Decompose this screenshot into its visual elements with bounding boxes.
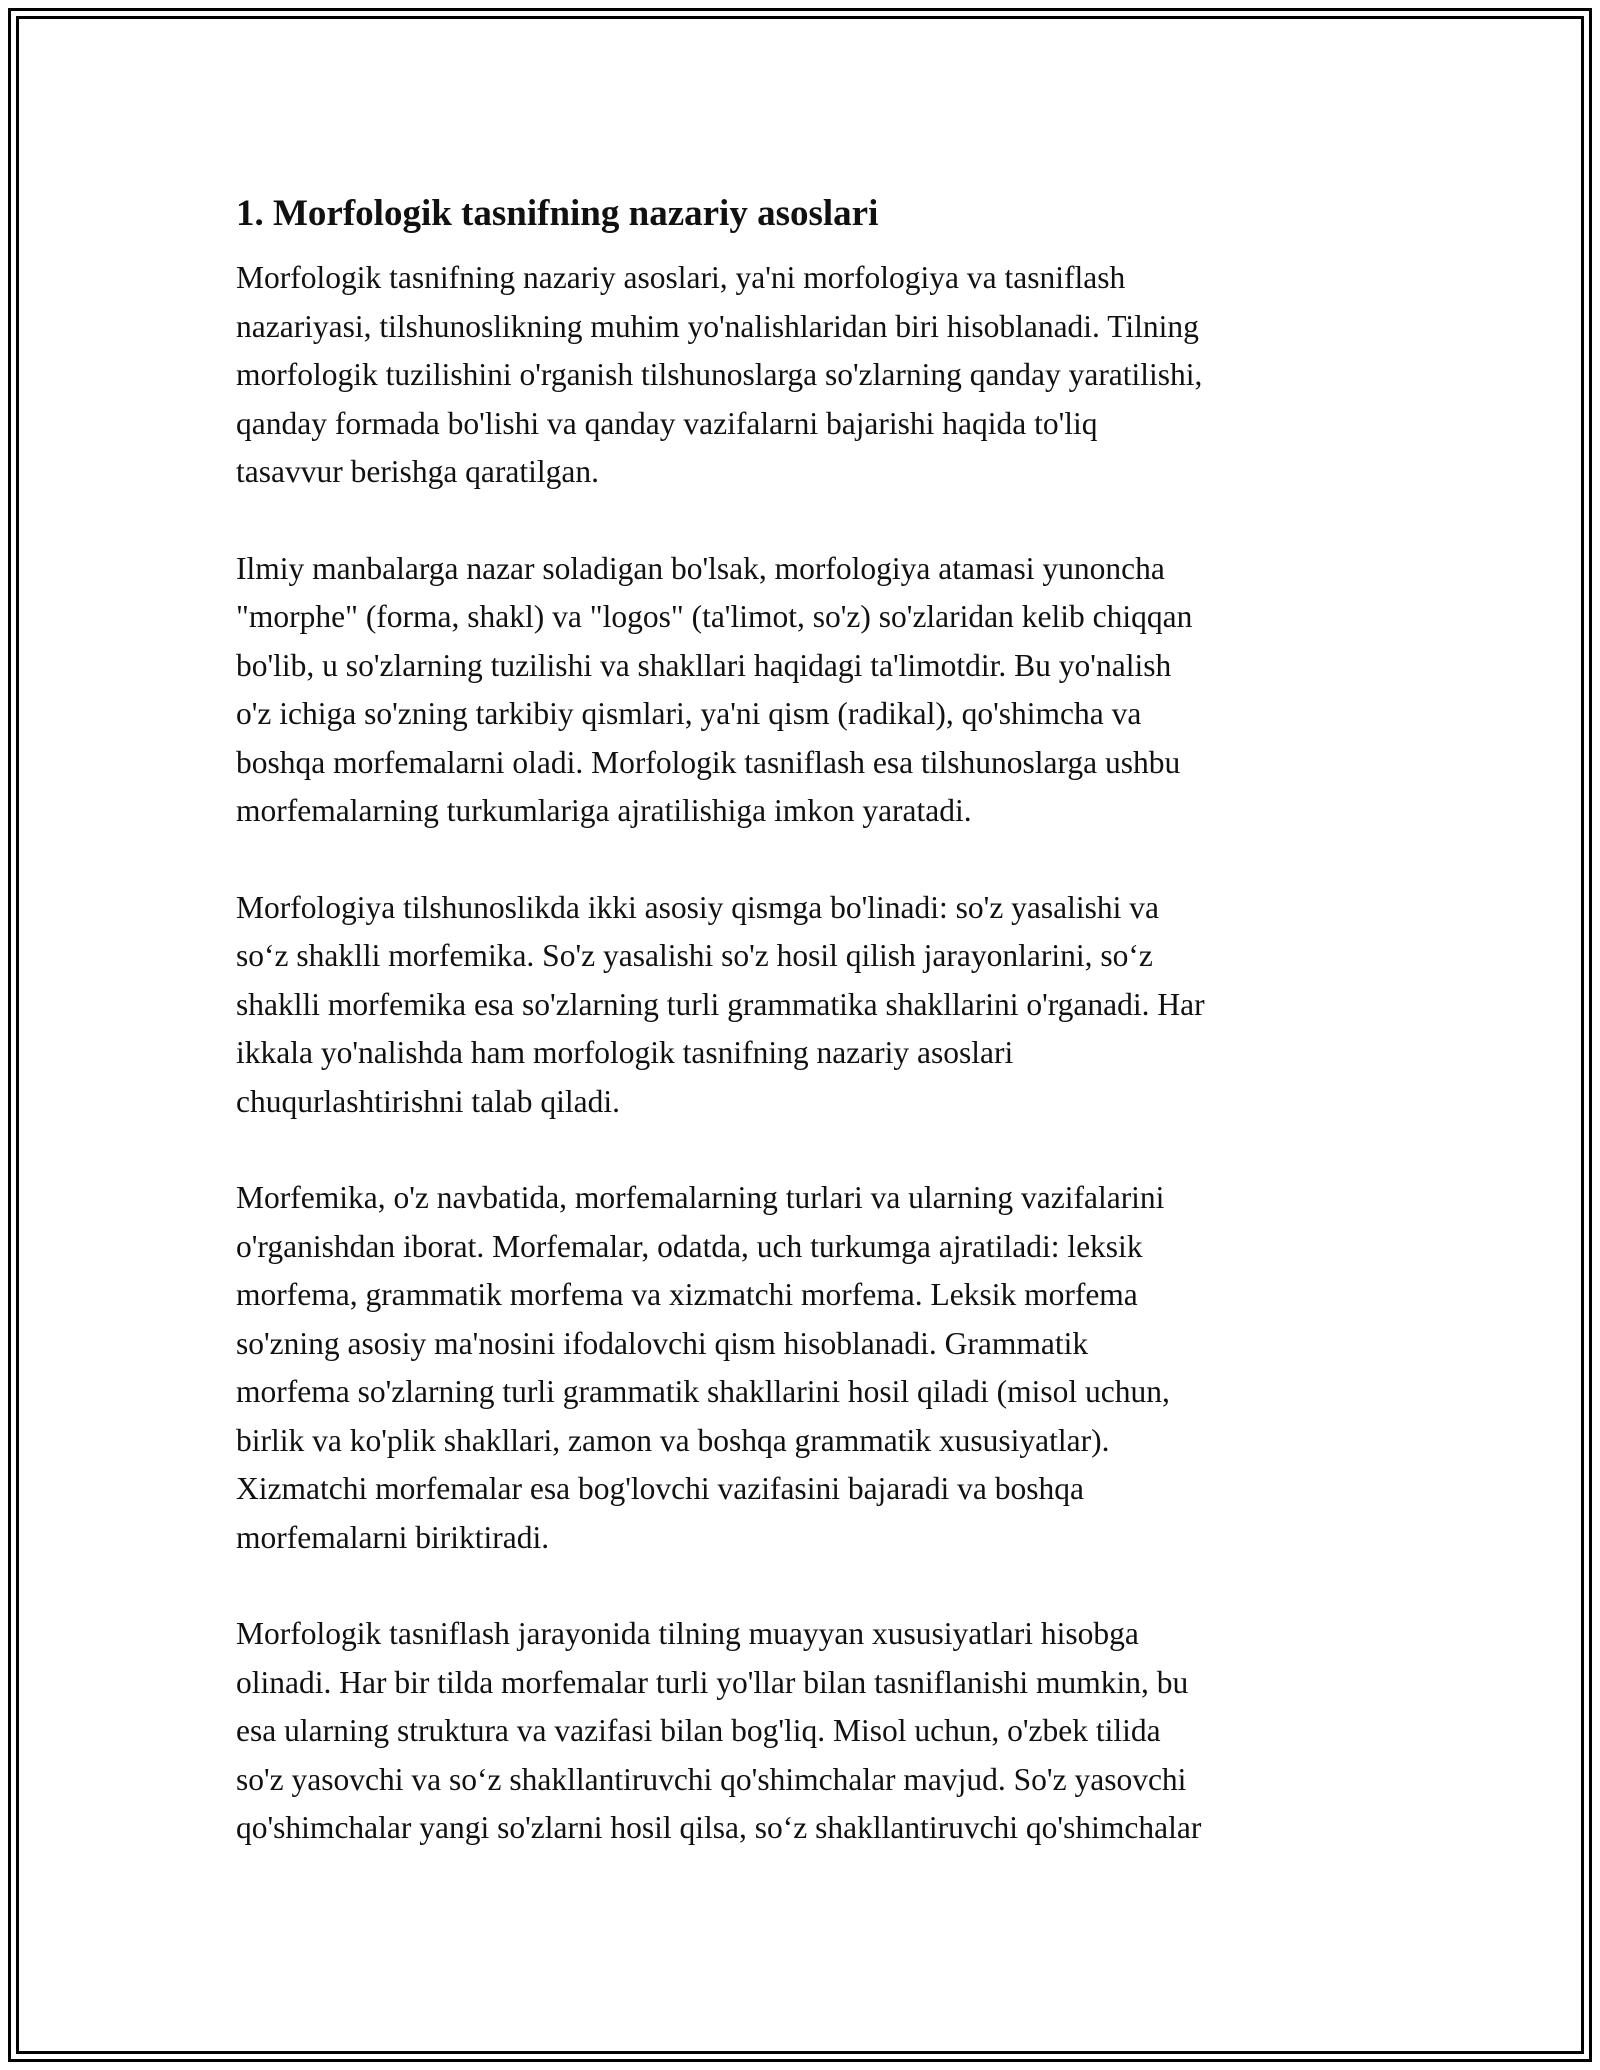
paragraph-3: Morfologiya tilshunoslikda ikki asosiy qismga bo'linadi: so'z yasalishi va so‘z shaklli morfemika. So'z yasalishi so'z hosil qilish jarayonlarini, so‘z shaklli morfemika esa so'zlarning turli grammatika shakllarini o'rganadi. Har ikkala yo'nalishda ham morfologik tasnifning nazariy asoslari chuqurlashtirishni talab qiladi. — [236, 889, 1205, 1119]
document-body — [236, 186, 1386, 1901]
paragraph-2: Ilmiy manbalarga nazar soladigan bo'lsak, morfologiya atamasi yunoncha "morphe" (forma, shakl) va "logos" (ta'limot, so'z) so'zlaridan kelib chiqqan bo'lib, u so'zlarning tuzilishi va shakllari haqidagi ta'limotdir. Bu yo'nalish o'z ichiga so'zning tarkibiy qismlari, ya'ni qism (radikal), qo'shimcha va boshqa morfemalarni oladi. Morfologik tasniflash esa tilshunoslarga ushbu morfemalarning turkumlariga ajratilishiga imkon yaratadi. — [236, 550, 1193, 828]
paragraph-1: Morfologik tasnifning nazariy asoslari, ya'ni morfologiya va tasniflash nazariyasi, tilshunoslikning muhim yo'nalishlaridan biri hisoblanadi. Tilning morfologik tuzilishini o'rganish tilshunoslarga so'zlarning qanday yaratilishi, qanday formada bo'lishi va qanday vazifalarni bajarishi haqida to'liq tasavvur berishga qaratilgan. — [236, 260, 1203, 489]
section-heading: 1. Morfologik tasnifning nazariy asoslari — [236, 193, 879, 234]
paragraph-4: Morfemika, o'z navbatida, morfemalarning turlari va ularning vazifalarini o'rganishdan iborat. Morfemalar, odatda, uch turkumga ajratiladi: leksik morfema, grammatik morfema va xizmatchi morfema. Leksik morfema so'zning asosiy ma'nosini ifodalovchi qism hisoblanadi. Grammatik morfema so'zlarning turli grammatik shakllarini hosil qiladi (misol uchun, birlik va ko'plik shakllari, zamon va boshqa grammatik xususiyatlar). Xizmatchi morfemalar esa bog'lovchi vazifasini bajaradi va boshqa morfemalarni biriktiradi. — [236, 1180, 1170, 1555]
paragraph-5: Morfologik tasniflash jarayonida tilning muayyan xususiyatlari hisobga olinadi. Har bir tilda morfemalar turli yo'llar bilan tasniflanishi mumkin, bu esa ularning struktura va vazifasi bilan bog'liq. Misol uchun, o'zbek tilida so'z yasovchi va so‘z shakllantiruvchi qo'shimchalar mavjud. So'z yasovchi qo'shimchalar yangi so'zlarni hosil qilsa, so‘z shakllantiruvchi qo'shimchalar — [236, 1616, 1202, 1845]
